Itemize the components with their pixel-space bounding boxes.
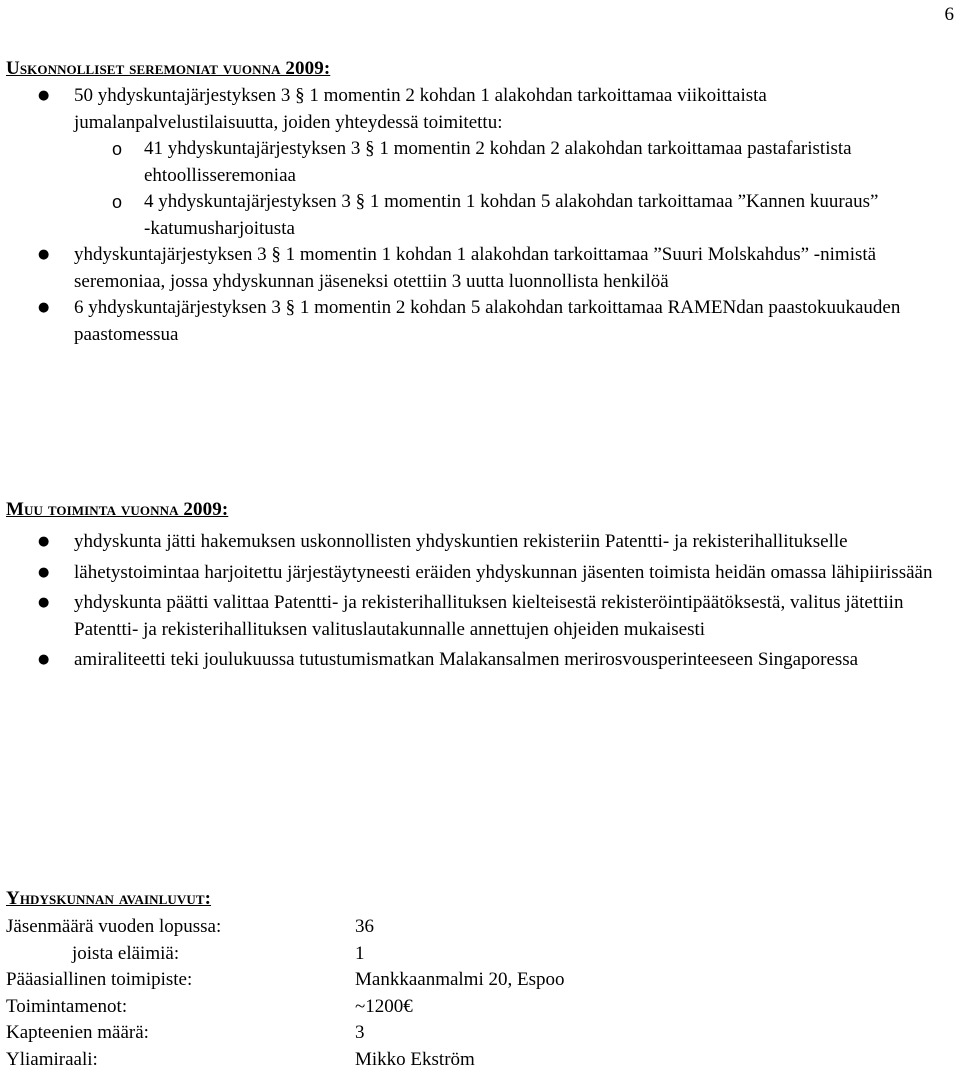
- list-item-text: 50 yhdyskuntajärjestyksen 3 § 1 momentin 2 kohdan 1 alakohdan tarkoittamaa viikoittaista jumalanpalvelustilaisuutta, joiden yhteydessä toimitettu:: [74, 85, 767, 133]
- stat-value: 3: [355, 1022, 365, 1043]
- stat-value: 1: [355, 942, 365, 964]
- sub-list-item: o 4 yhdyskuntajärjestyksen 3 § 1 momentin 1 kohdan 5 alakohdan tarkoittamaa ”Kannen kuuraus” -katumusharjoitusta: [74, 189, 884, 242]
- list-item: ● yhdyskuntajärjestyksen 3 § 1 momentin 1 kohdan 1 alakohdan tarkoittamaa ”Suuri Molskahdus” -nimistä seremoniaa, jossa yhdyskunnan jäseneksi otettiin 3 uutta luonnollista henkilöä: [0, 242, 954, 295]
- stat-value: 36: [355, 916, 374, 937]
- list-item: ● yhdyskunta jätti hakemuksen uskonnollisten yhdyskuntien rekisteriin Patentti- ja rekisterihallitukselle: [0, 529, 954, 556]
- stat-label: Yliamiraali:: [6, 1048, 98, 1070]
- ceremonies-sublist: [74, 136, 954, 242]
- section-heading-stats: Yhdyskunnan avainluvut:: [6, 888, 212, 909]
- stat-label: Toimintamenot:: [6, 995, 128, 1017]
- section-heading-other: Muu toiminta vuonna 2009:: [6, 499, 229, 520]
- stat-row: [6, 941, 565, 968]
- stat-label: joista eläimiä:: [72, 942, 180, 964]
- ceremonies-list: [0, 83, 954, 348]
- other-activities-list: [0, 529, 954, 674]
- stat-row: [6, 994, 565, 1021]
- stat-row: [6, 967, 565, 994]
- stat-value: ~1200€: [355, 995, 413, 1017]
- key-figures-table: [6, 914, 565, 1073]
- stat-row: [6, 1047, 565, 1074]
- stat-label: Pääasiallinen toimipiste:: [6, 969, 193, 990]
- stat-value: Mikko Ekström: [355, 1048, 475, 1070]
- sub-list-item: o 41 yhdyskuntajärjestyksen 3 § 1 momentin 2 kohdan 2 alakohdan tarkoittamaa pastafaristista ehtoollisseremoniaa: [74, 136, 884, 189]
- stat-label: Kapteenien määrä:: [6, 1022, 149, 1043]
- stat-value: Mankkaanmalmi 20, Espoo: [355, 969, 565, 990]
- list-item: ● 6 yhdyskuntajärjestyksen 3 § 1 momentin 2 kohdan 5 alakohdan tarkoittamaa RAMENdan paastokuukauden paastomessua: [0, 295, 954, 348]
- list-item: ● lähetystoimintaa harjoitettu järjestäytyneesti eräiden yhdyskunnan jäsenten toimista heidän omassa lähipiirissään: [0, 560, 954, 587]
- stat-row: [6, 1020, 565, 1047]
- section-heading-ceremonies: Uskonnolliset seremoniat vuonna 2009:: [6, 58, 331, 79]
- page-number: 6: [944, 4, 954, 25]
- list-item: ● yhdyskunta päätti valittaa Patentti- ja rekisterihallituksen kielteisestä rekisteröintipäätöksestä, valitus jätettiin Patentti- ja rekisterihallituksen valituslautakunnalle annettujen ohjeiden mukaisesti: [0, 590, 954, 643]
- stat-row: [6, 914, 565, 941]
- stat-label: Jäsenmäärä vuoden lopussa:: [6, 916, 222, 937]
- list-item: ● amiraliteetti teki joulukuussa tutustumismatkan Malakansalmen merirosvousperinteeseen Singaporessa: [0, 647, 954, 674]
- list-item: [0, 83, 954, 242]
